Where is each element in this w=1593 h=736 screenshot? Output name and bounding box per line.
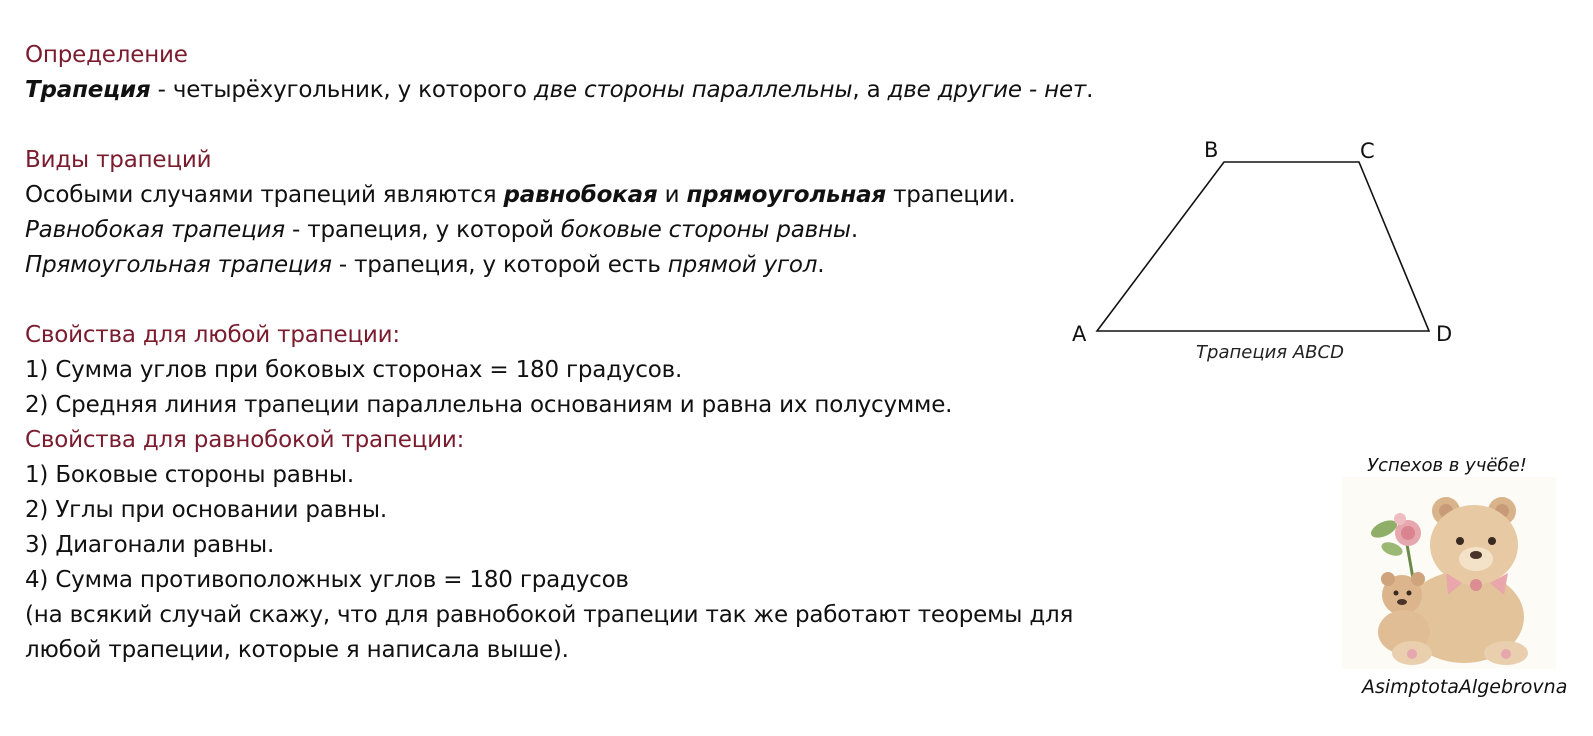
props-any-heading: Свойства для любой трапеции: <box>25 322 400 348</box>
types-heading: Виды трапеций <box>25 147 212 173</box>
sticker-bottom-text: AsimptotaAlgebrovna <box>1362 676 1568 698</box>
props-iso-item: 1) Боковые стороны равны. <box>25 462 354 488</box>
props-any-item: 1) Сумма углов при боковых сторонах = 180 градусов. <box>25 357 683 383</box>
types-emphasis: боковые стороны равны <box>560 217 851 243</box>
trapezoid-drawing <box>1060 130 1480 375</box>
props-iso-note: (на всякий случай скажу, что для равнобокой трапеции так же работают теоремы для любой трапеции, которые я написала выше). <box>25 602 1074 663</box>
definition-part: - четырёхугольник, у которого <box>150 77 534 103</box>
types-term: прямоугольная <box>686 182 886 208</box>
vertex-label-a: A <box>1072 322 1087 346</box>
types-text: . <box>850 217 858 243</box>
lesson-text <box>25 38 1105 668</box>
types-term: Равнобокая трапеция <box>25 217 285 243</box>
types-text: - трапеция, у которой есть <box>331 252 668 278</box>
definition-text <box>25 73 1105 108</box>
definition-term: Трапеция <box>25 77 151 103</box>
types-term: равнобокая <box>503 182 658 208</box>
vertex-label-c: C <box>1360 139 1375 163</box>
sticker-top-text: Успехов в учёбе! <box>1367 455 1527 476</box>
types-line-1 <box>25 178 1105 213</box>
vertex-label-d: D <box>1436 322 1453 346</box>
types-text: трапеции. <box>885 182 1016 208</box>
types-term: Прямоугольная трапеция <box>25 252 332 278</box>
trapezoid-figure <box>1060 130 1480 375</box>
props-iso-item: 4) Сумма противоположных углов = 180 градусов <box>25 567 629 593</box>
teddy-bear-with-rose-icon <box>1342 477 1556 669</box>
vertex-label-b: B <box>1204 138 1219 162</box>
spacer <box>25 108 1105 143</box>
definition-emphasis: две другие - нет <box>887 77 1087 103</box>
types-line-3 <box>25 248 1105 283</box>
definition-part: , а <box>852 77 888 103</box>
types-line-2 <box>25 213 1105 248</box>
types-text: - трапеция, у которой <box>284 217 561 243</box>
types-text: и <box>657 182 687 208</box>
definition-emphasis: две стороны параллельны <box>533 77 853 103</box>
props-iso-heading: Свойства для равнобокой трапеции: <box>25 427 465 453</box>
types-emphasis: прямой угол <box>667 252 818 278</box>
types-text: Особыми случаями трапеций являются <box>25 182 504 208</box>
props-iso-item: 3) Диагонали равны. <box>25 532 275 558</box>
figure-caption: Трапеция ABCD <box>1196 342 1344 363</box>
definition-part: . <box>1086 77 1094 103</box>
props-any-item: 2) Средняя линия трапеции параллельна основаниям и равна их полусумме. <box>25 392 953 418</box>
spacer <box>25 283 1105 318</box>
props-iso-item: 2) Углы при основании равны. <box>25 497 387 523</box>
types-text: . <box>817 252 825 278</box>
trapezoid-shape <box>1097 162 1429 331</box>
definition-heading: Определение <box>25 42 188 68</box>
